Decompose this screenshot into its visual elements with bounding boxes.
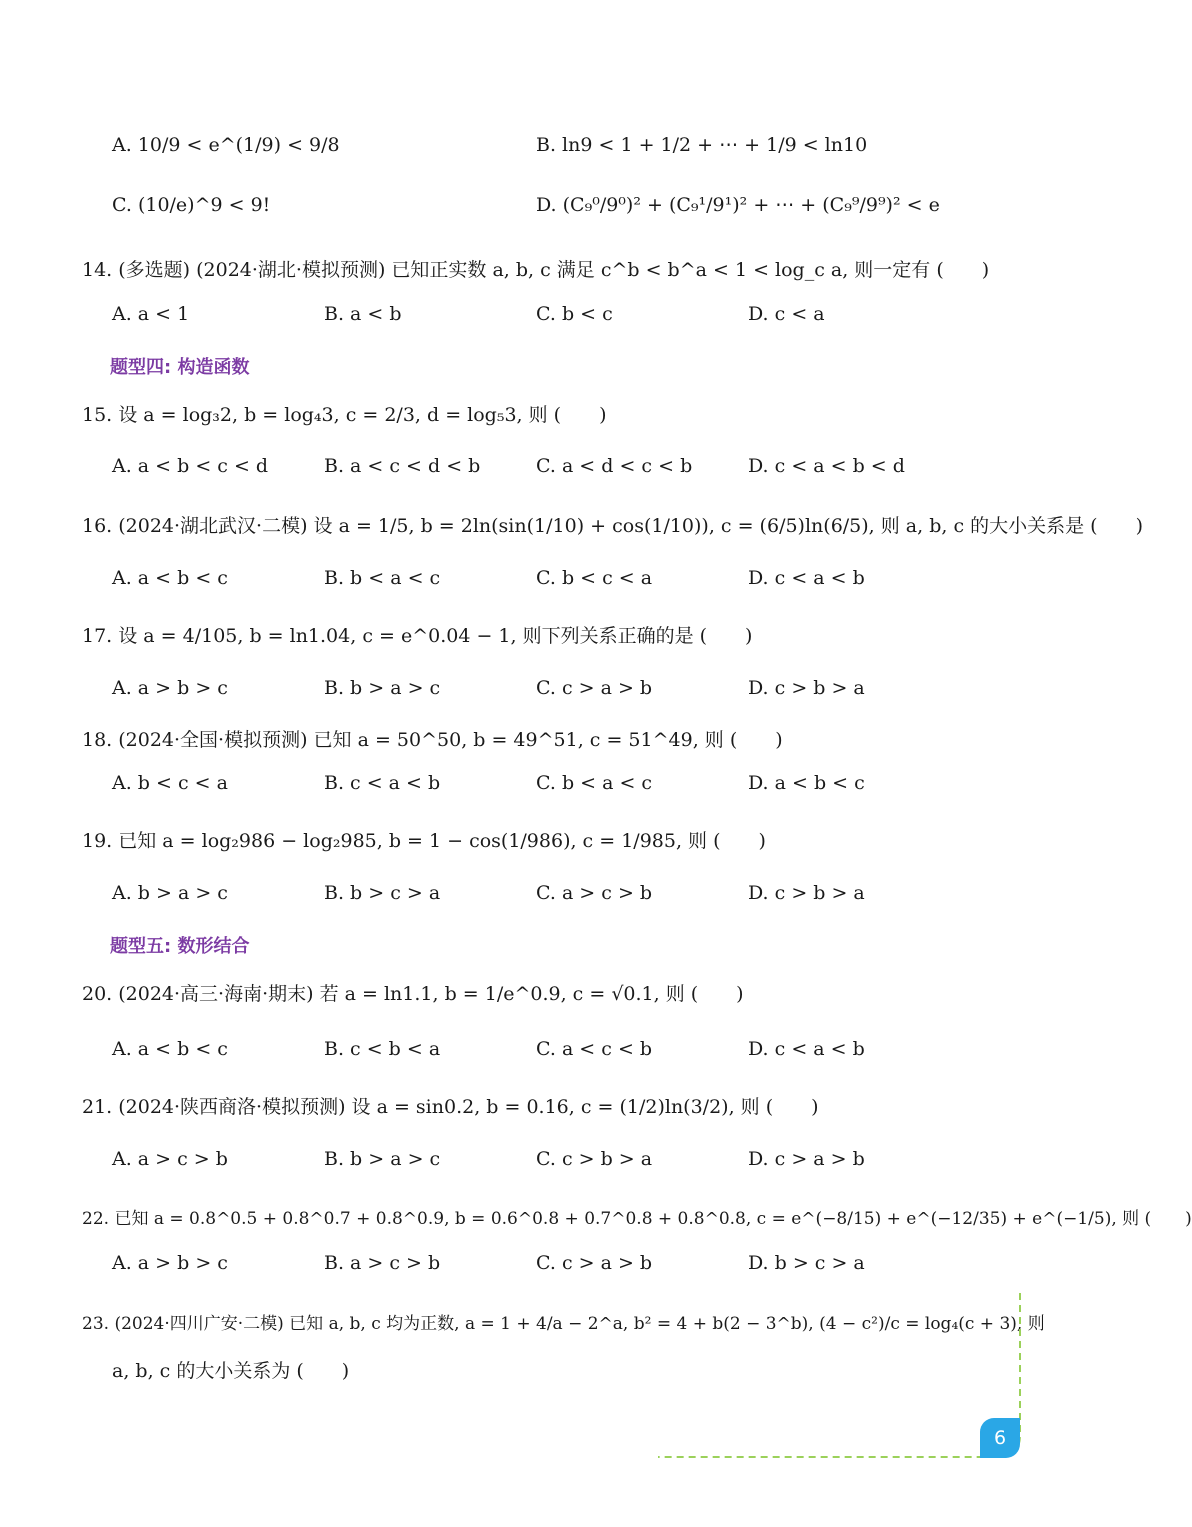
q18-option-b: B. c < a < b	[324, 772, 441, 794]
q22-option-d: D. b > c > a	[748, 1252, 865, 1274]
q20-option-b: B. c < b < a	[324, 1038, 441, 1060]
q22-stem: 22. 已知 a = 0.8^0.5 + 0.8^0.7 + 0.8^0.9, b = 0.6^0.8 + 0.7^0.8 + 0.8^0.8, c = e^(−8/15) + e^(−12/35) + e^(−1/5), 则 ( )	[82, 1209, 1192, 1229]
page-corner-border	[650, 1285, 1030, 1465]
q15-option-d: D. c < a < b < d	[748, 455, 905, 477]
q18-option-a: A. b < c < a	[112, 772, 228, 794]
q20-option-d: D. c < a < b	[748, 1038, 865, 1060]
q15-option-b: B. a < c < d < b	[324, 455, 481, 477]
q16-option-b: B. b < a < c	[324, 567, 441, 589]
q21-option-b: B. b > a > c	[324, 1148, 441, 1170]
q17-option-a: A. a > b > c	[112, 677, 228, 699]
q18-stem: 18. (2024·全国·模拟预测) 已知 a = 50^50, b = 49^51, c = 51^49, 则 ( )	[82, 729, 783, 751]
q15-option-a: A. a < b < c < d	[112, 455, 269, 477]
q17-option-d: D. c > b > a	[748, 677, 865, 699]
q15-stem: 15. 设 a = log₃2, b = log₄3, c = 2/3, d = log₅3, 则 ( )	[82, 404, 607, 426]
q13-option-a: A. 10/9 < e^(1/9) < 9/8	[112, 134, 340, 156]
q14-option-b: B. a < b	[324, 303, 402, 325]
q18-option-c: C. b < a < c	[536, 772, 653, 794]
q23-continuation: a, b, c 的大小关系为 ( )	[112, 1360, 350, 1382]
q22-option-b: B. a > c > b	[324, 1252, 441, 1274]
q14-option-c: C. b < c	[536, 303, 613, 325]
q21-option-d: D. c > a > b	[748, 1148, 865, 1170]
section-heading-5: 题型五: 数形结合	[110, 936, 250, 957]
q17-stem: 17. 设 a = 4/105, b = ln1.04, c = e^0.04 − 1, 则下列关系正确的是 ( )	[82, 625, 753, 647]
q19-option-a: A. b > a > c	[112, 882, 228, 904]
q19-option-d: D. c > b > a	[748, 882, 865, 904]
q13-option-c: C. (10/e)^9 < 9!	[112, 194, 271, 216]
q17-option-c: C. c > a > b	[536, 677, 653, 699]
q20-option-c: C. a < c < b	[536, 1038, 653, 1060]
q21-option-c: C. c > b > a	[536, 1148, 653, 1170]
page-number-badge: 6	[980, 1418, 1020, 1458]
q15-option-c: C. a < d < c < b	[536, 455, 693, 477]
q22-option-c: C. c > a > b	[536, 1252, 653, 1274]
q22-option-a: A. a > b > c	[112, 1252, 228, 1274]
q19-option-b: B. b > c > a	[324, 882, 441, 904]
section-heading-4: 题型四: 构造函数	[110, 357, 250, 378]
q21-stem: 21. (2024·陕西商洛·模拟预测) 设 a = sin0.2, b = 0.16, c = (1/2)ln(3/2), 则 ( )	[82, 1096, 819, 1118]
q14-option-a: A. a < 1	[112, 303, 190, 325]
q20-option-a: A. a < b < c	[112, 1038, 228, 1060]
q17-option-b: B. b > a > c	[324, 677, 441, 699]
q18-option-d: D. a < b < c	[748, 772, 865, 794]
q20-stem: 20. (2024·高三·海南·期末) 若 a = ln1.1, b = 1/e^0.9, c = √0.1, 则 ( )	[82, 983, 744, 1005]
q16-option-a: A. a < b < c	[112, 567, 228, 589]
q21-option-a: A. a > c > b	[112, 1148, 228, 1170]
q13-option-b: B. ln9 < 1 + 1/2 + ⋯ + 1/9 < ln10	[536, 134, 868, 156]
q16-option-d: D. c < a < b	[748, 567, 865, 589]
q14-option-d: D. c < a	[748, 303, 825, 325]
q19-stem: 19. 已知 a = log₂986 − log₂985, b = 1 − cos(1/986), c = 1/985, 则 ( )	[82, 830, 766, 852]
q19-option-c: C. a > c > b	[536, 882, 653, 904]
q23-stem: 23. (2024·四川广安·二模) 已知 a, b, c 均为正数, a = 1 + 4/a − 2^a, b² = 4 + b(2 − 3^b), (4 − c²)/c = log₄(c + 3), 则	[82, 1314, 1045, 1334]
q13-option-d: D. (C₉⁰/9⁰)² + (C₉¹/9¹)² + ⋯ + (C₉⁹/9⁹)² < e	[536, 194, 940, 216]
q16-option-c: C. b < c < a	[536, 567, 653, 589]
q16-stem: 16. (2024·湖北武汉·二模) 设 a = 1/5, b = 2ln(sin(1/10) + cos(1/10)), c = (6/5)ln(6/5), 则 a, b, c 的大小关系是 ( )	[82, 515, 1143, 537]
q14-stem: 14. (多选题) (2024·湖北·模拟预测) 已知正实数 a, b, c 满足 c^b < b^a < 1 < log_c a, 则一定有 ( )	[82, 259, 990, 281]
